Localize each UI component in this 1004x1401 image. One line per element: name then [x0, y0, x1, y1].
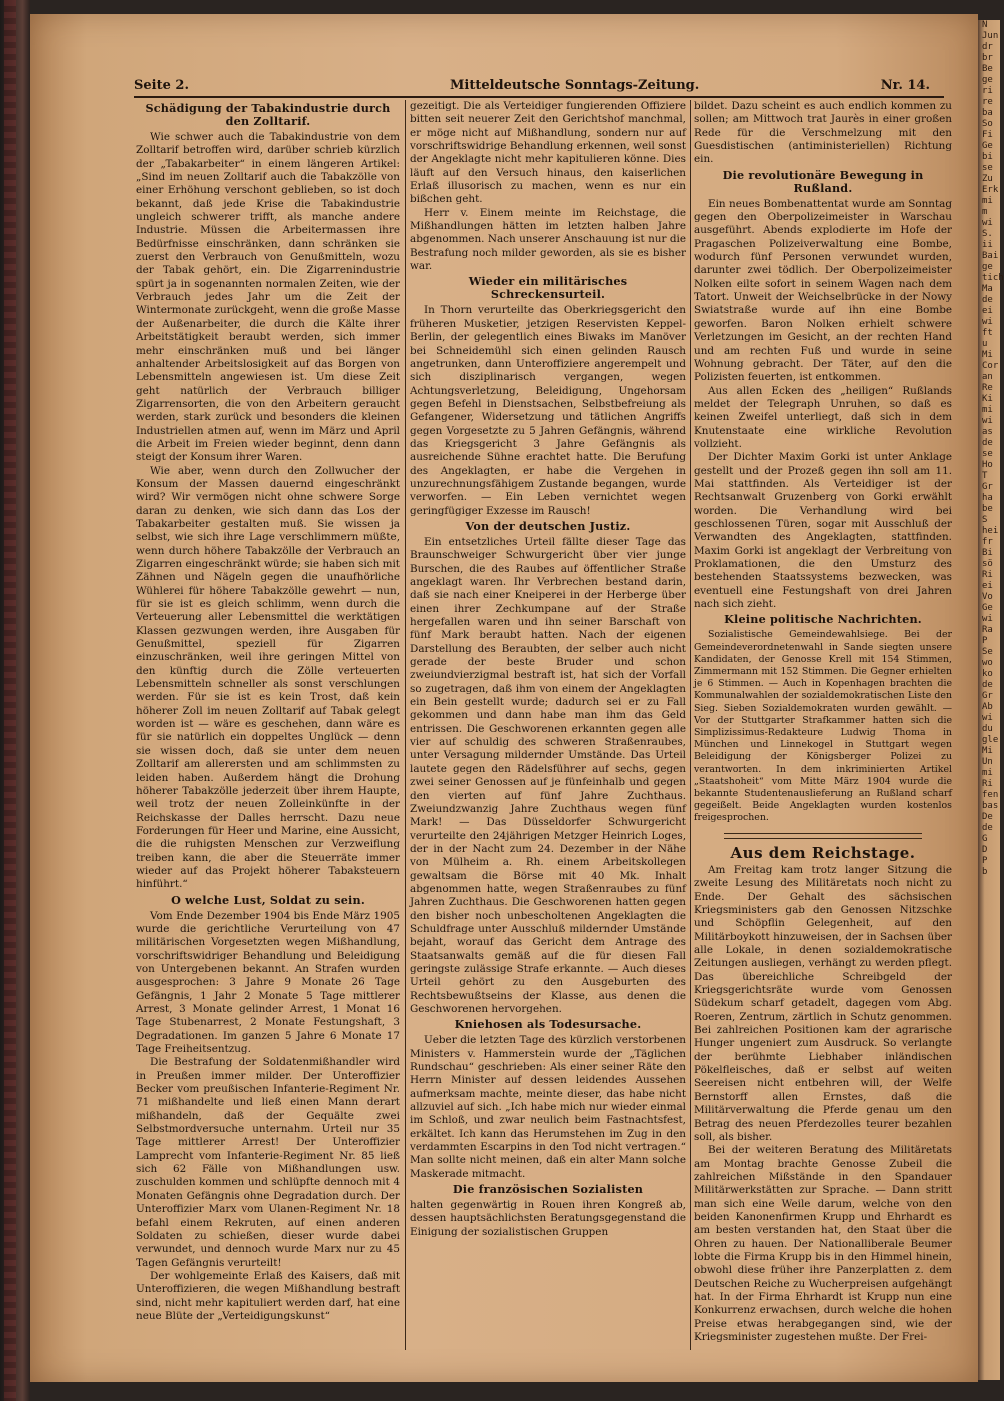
- next-page-fragment: ri: [982, 86, 993, 96]
- next-page-fragment: wi: [982, 614, 993, 624]
- next-page-fragment: Re: [982, 383, 993, 393]
- article-paragraph: halten gegenwärtig in Rouen ihren Kongreß ab, dessen hauptsächlichsten Beratungsgegenstand die Einigung der sozialistischen Gruppen: [410, 1199, 686, 1238]
- next-page-fragment: N: [982, 20, 988, 30]
- article-paragraph: Aus allen Ecken des „heiligen“ Rußlands meldet der Telegraph Unruhen, so daß es keinen Zweifel unterliegt, daß sich in dem Knutenstaate eine wirkliche Revolution vollzieht.: [694, 384, 952, 450]
- article-title-nachrichten: Kleine politische Nachrichten.: [724, 612, 922, 627]
- article-paragraph: Sozialistische Gemeindewahlsiege. Bei der Gemeindeverordnetenwahl in Sande siegten unsere Kandidaten, der Genosse Krell mit 154 Stimmen, Zimmermann mit 152 Stimmen. Die Gegner erhielten je 6 Stimmen. — Auch in Kopenhagen brachten die Kommunalwahlen der sozialdemokratischen Liste den Sieg. Sieben Sozialdemokraten wurden gewählt. — Vor der Stuttgarter Strafkammer hatten sich die Simplizissimus-Redakteure Ludwig Thoma in München und Linnekogel in Stuttgart wegen Beleidigung der Königsberger Polizei zu verantworten. In dem inkriminierten Artikel „Staatshoheit“ vom Mitte März 1904 wurde die bekannte Studentenauslieferung an Rußland scharf gegeißelt. Beide Angeklagten wurden kostenlos freigesprochen.: [694, 629, 952, 824]
- column-1: [136, 100, 400, 1323]
- next-page-fragment: fr: [982, 537, 993, 547]
- section-separator: [724, 833, 922, 839]
- next-page-fragment: Ra: [982, 625, 993, 635]
- next-page-fragment: Gr: [982, 691, 993, 701]
- next-page-fragment: ei: [982, 581, 993, 591]
- next-page-fragment: de: [982, 295, 993, 305]
- column-2: [410, 100, 686, 1239]
- next-page-fragment: du: [982, 724, 993, 734]
- next-page-fragment: ft: [982, 328, 993, 338]
- next-page-fragment: ha: [982, 493, 993, 503]
- column-divider-2: [690, 100, 691, 1350]
- next-page-fragment: Bi: [982, 548, 993, 558]
- article-paragraph: Vom Ende Dezember 1904 bis Ende März 1905 wurde die gerichtliche Verurteilung von 47 militärischen Vorgesetzten wegen Mißhandlung, vorschriftswidriger Behandlung und Beleidigung von Untergebenen bekannt. An Strafen wurden ausgesprochen: 3 Jahre 9 Monate 26 Tage Gefängnis, 1 Jahr 2 Monate 5 Tage mittlerer Arrest, 3 Monate gelinder Arrest, 1 Monat 16 Tage Stubenarrest, 2 Monate Festungshaft, 3 Degradationen. Im ganzen 5 Jahre 6 Monate 17 Tage Freiheitsentzug.: [136, 909, 400, 1056]
- next-page-fragment: S.: [982, 229, 993, 239]
- next-page-fragment: hei: [982, 526, 999, 536]
- next-page-fragment: bi: [982, 152, 993, 162]
- next-page-fragment: wi: [982, 416, 993, 426]
- next-page-fragment: se: [982, 163, 993, 173]
- next-page-fragment: Mi: [982, 746, 993, 756]
- next-page-fragment: ko: [982, 669, 993, 679]
- next-page-fragment: D: [982, 845, 988, 855]
- article-paragraph: Der Dichter Maxim Gorki ist unter Anklage gestellt und der Prozeß gegen ihn soll am 11. Mai stattfinden. Als Verteidiger ist der Rechtsanwalt Gruzenberg von Gorki erwählt worden. Die Verhandlung wird bei geschlossenen Türen, sogar mit Ausschluß der Verwandten des Angeklagten, stattfinden. Maxim Gorki ist angeklagt der Verbreitung von Proklamationen, die den Umsturz des bestehenden Staatssystems bezwecken, was eventuell eine Festungshaft von drei Jahren nach sich zieht.: [694, 451, 952, 611]
- next-page-fragment: S: [982, 515, 988, 525]
- article-title-sozialisten: Die französischen Sozialisten: [452, 1182, 644, 1197]
- next-page-fragment: b: [982, 867, 988, 877]
- article-paragraph: Am Freitag kam trotz langer Sitzung die zweite Lesung des Militäretats noch nicht zu Ende. Der Gehalt des sächsischen Kriegsministers gab den Genossen Nitzschke und Schöpflin Gelegenheit, auf den Militärboykott hinzuweisen, der in Sachsen über alle Lokale, in denen sozialdemokratische Zeitungen ausliegen, verhängt zu werden pflegt. Das übereichliche Schreibgeld der Kriegsgerichtsräte wurde vom Genossen Südekum scharf getadelt, dagegen vom Abg. Roeren, Zentrum, zärtlich in Schutz genommen. Bei zahlreichen Positionen kam der agrarische Hunger ungeniert zum Ausdruck. So verlangte der berühmte Liebhaber inländischen Pökelfleisches, daß er selbst auf weiten Seereisen nicht entbehren will, der Welfe Bernstorff allen Ernstes, daß die Militärverwaltung die Pferde genau um den Betrag des neuen Pferdezolles teurer bezahlen soll, als bisher.: [694, 863, 952, 1143]
- next-page-fragment: wi: [982, 713, 993, 723]
- book-spine: [0, 0, 30, 1401]
- next-page-fragment: tich: [982, 273, 1004, 283]
- article-title-schreckensurteil: Wieder ein militärisches Schreckensurteil.: [468, 274, 628, 302]
- article-paragraph: Ein neues Bombenattentat wurde am Sonntag gegen den Oberpolizeimeister in Warschau ausgeführt. Abends explodierte im Hofe der Pragaschen Polizeiverwaltung eine Bombe, wodurch fünf Personen verwundet wurden, darunter zwei tödlich. Der Oberpolizeimeister Nolken eilte sofort in seinem Wagen nach dem Tatort. Unweit der Weichselbrücke in der Nowy Swiatstraße wurde auf ihn eine Bombe geworfen. Baron Nolken erhielt schwere Verletzungen im Gesicht, an der rechten Hand und am rechten Fuß und wurde in seine Wohnung gebracht. Der Täter, auf den die Polizisten feuerten, ist entkommen.: [694, 197, 952, 384]
- next-page-fragment: mi: [982, 405, 993, 415]
- next-page-fragment: Se: [982, 647, 993, 657]
- next-page-fragment: de: [982, 680, 993, 690]
- next-page-fragment: wi: [982, 218, 993, 228]
- column-divider-1: [405, 100, 406, 1350]
- next-page-fragment: wo: [982, 658, 993, 668]
- next-page-fragment: Ab: [982, 702, 993, 712]
- next-page-fragment: Vo: [982, 592, 993, 602]
- next-page-fragment: dr: [982, 42, 993, 52]
- next-page-fragment: fen: [982, 790, 999, 800]
- next-page-fragment: P: [982, 636, 988, 646]
- page-header: [110, 62, 960, 92]
- next-page-fragment: re: [982, 97, 993, 107]
- next-page-fragment: de: [982, 438, 993, 448]
- article-paragraph: Bei der weiteren Beratung des Militäretats am Montag brachte Genosse Zubeil die zahlreichen Mißstände in den Spandauer Militärwerkstätten zur Sprache. — Dann stritt man sich eine Weile darum, welche von den beiden Kanonenfirmen Krupp und Ehrhardt es am besten verstanden hat, den Staat über die Ohren zu hauen. Der Nationalliberale Beumer lobte die Firma Krupp bis in den Himmel hinein, obwohl diese früher ihre Panzerplatten z. dem Deutschen Reiche zu Wucherpreisen aufgehängt hat. In der Firma Ehrhardt ist Krupp nun eine Konkurrenz erwachsen, durch welche die hohen Preise etwas herabgegangen sind, wie der Kriegsminister zugestehen mußte. Der Frei-: [694, 1144, 952, 1343]
- next-page-fragment: gle: [982, 735, 999, 745]
- article-title-russland: Die revolutionäre Bewegung in Rußland.: [722, 167, 924, 195]
- article-paragraph: Ueber die letzten Tage des kürzlich verstorbenen Ministers v. Hammerstein wurde der „Täglichen Rundschau“ geschrieben: Als einer seiner Räte den Herrn Minister auf dessen leidendes Aussehen aufmerksam machte, meinte dieser, das habe nicht allzuviel auf sich. „Ich habe mich nur wieder einmal im Schloß, und zwar neulich beim Fastnachtsfest, erkältet. Ich kann das Herumstehen im Zug in den verdammten Escarpins in den Tod nicht vertragen.“ Man sollte nicht meinen, daß ein alter Mann solche Maskerade mitmacht.: [410, 1034, 686, 1180]
- next-page-fragment: Erk: [982, 185, 999, 195]
- next-page-fragment: Jun: [982, 31, 999, 41]
- spine-band: [4, 0, 16, 1401]
- next-page-fragment: Fi: [982, 130, 993, 140]
- next-page-fragment: G: [982, 834, 988, 844]
- next-page-fragment: as: [982, 427, 993, 437]
- next-page-fragment: se: [982, 449, 993, 459]
- next-page-fragment: ge: [982, 75, 993, 85]
- next-page-fragment: ii: [982, 240, 993, 250]
- next-page-fragment: u: [982, 339, 988, 349]
- next-page-fragment: ba: [982, 108, 993, 118]
- next-page-fragment: Bai: [982, 251, 999, 261]
- article-paragraph: Herr v. Einem meinte im Reichstage, die Mißhandlungen hätten im letzten halben Jahre abgenommen. Nach unserer Anschauung ist nur die Bestrafung noch milder geworden, als sie es bisher war.: [410, 206, 686, 273]
- article-title-justiz: Von der deutschen Justiz.: [465, 518, 631, 533]
- issue-number: Nr. 14.: [880, 78, 930, 93]
- next-page-fragment: Ri: [982, 570, 993, 580]
- next-page-fragment: Be: [982, 64, 993, 74]
- next-page-fragment: T: [982, 471, 988, 481]
- paper-title: Mitteldeutsche Sonntags-Zeitung.: [450, 78, 700, 93]
- article-title-soldat: O welche Lust, Soldat zu sein.: [171, 892, 365, 907]
- next-page-fragment: Gr: [982, 482, 993, 492]
- next-page-fragment: mi: [982, 768, 993, 778]
- article-paragraph: gezeitigt. Die als Verteidiger fungierenden Offiziere bitten seit neuerer Zeit den Gerichtshof manchmal, er möge nicht auf Mißhandlung, sondern nur auf vorschriftswidrige Behandlung erkennen, weil sonst der Angeklagte nicht mehr kapitulieren könne. Dies läuft auf den Versuch hinaus, den kaiserlichen Erlaß illusorisch zu machen, wenn es nur ein bißchen geht.: [410, 100, 686, 206]
- next-page-fragment: P: [982, 856, 988, 866]
- article-title-kniehosen: Kniehosen als Todesursache.: [454, 1017, 642, 1032]
- next-page-fragment: ge: [982, 262, 993, 272]
- article-paragraph: Wie aber, wenn durch den Zollwucher der Konsum der Massen dauernd eingeschränkt wird? Wir vermögen nicht ohne schwere Sorge daran zu denken, wie sich dann das Los der Tabakarbeiter gestalten muß. Sie wissen ja selbst, wie sich ihre Lage verschlimmern müßte, wenn durch höhere Tabakzölle der Verbrauch an Zigarren eingeschränkt würde; sie haben sich mit Zähnen und Nägeln gegen die unaufhörliche Wühlerei für höhere Tabakzölle gewehrt — nun, für sie ist es gleich schlimm, wenn durch die Verteuerung aller Lebensmittel die werktätigen Klassen gezwungen werden, ihre Ausgaben für Genußmittel, speziell für Zigarren einzuschränken, weil ihre geringen Mittel von den künftig durch die Zölle verteuerten Lebensmitteln schneller als sonst verschlungen werden. Für sie ist es kein Trost, daß kein höherer Zoll im neuen Zolltarif auf Tabak gelegt worden ist — wäre es geschehen, dann wäre es für sie natürlich ein doppeltes Unglück — denn sie wissen doch, daß sie unter dem neuen Zolltarif am allerersten und am schlimmsten zu leiden haben. Außerdem hängt die Drohung höherer Tabakzölle jederzeit über ihrem Haupte, weil trotz der neuen Zolleinkünfte in der Reichskasse der Dalles herrscht. Dazu neue Forderungen für Heer und Marine, eine Aussicht, die die ruhigsten Menschen zur Verzweiflung treiben kann, die aber die Steuerräte immer wieder auf das Projekt höherer Tabaksteuern hinführt.“: [136, 464, 400, 891]
- next-page-fragment: So: [982, 119, 993, 129]
- next-page-fragment: Ki: [982, 394, 993, 404]
- next-page-fragment: Ma: [982, 284, 993, 294]
- article-paragraph: In Thorn verurteilte das Oberkriegsgericht den früheren Musketier, jetzigen Reservisten Keppel-Berlin, der gelegentlich eines Biwaks im Manöver bei Schneidemühl sich einen gelinden Rausch angetrunken, dann Unteroffiziere angerempelt und sich disziplinarisch vergangen, wegen Achtungsverletzung, Beleidigung, Ungehorsam gegen Befehl in Dienstsachen, Selbstbefreiung als Gefangener, Widersetzung und tätlichen Angriffs gegen Vorgesetzte zu 5 Jahren Gefängnis, während das Kriegsgericht 3 Jahre Gefängnis als ausreichende Sühne erachtet hatte. Die Berufung des Angeklagten, er habe die Vergehen in unzurechnungsfähigem Zustande begangen, wurde verworfen. — Ein Leben vernichtet wegen geringfügiger Exzesse im Rausch!: [410, 304, 686, 517]
- next-page-fragment: Mi: [982, 350, 993, 360]
- next-page-fragment: bas: [982, 801, 999, 811]
- next-page-fragment: sö: [982, 559, 993, 569]
- next-page-fragment: De: [982, 812, 993, 822]
- column-3: [694, 100, 952, 1344]
- next-page-fragment: Cor: [982, 361, 999, 371]
- article-title-tabakindustrie: Schädigung der Tabakindustrie durch den Zolltarif.: [145, 101, 391, 128]
- article-paragraph: Wie schwer auch die Tabakindustrie von dem Zolltarif betroffen wird, darüber schrieb kürzlich der „Tabakarbeiter“ in einem längeren Artikel: „Sind im neuen Zolltarif auch die Tabakzölle von einer Erhöhung verschont geblieben, so ist doch bekannt, daß jede Krise die Tabakindustrie ungleich schwerer trifft, als manche andere Industrie. Müssen die Arbeitermassen ihre Bedürfnisse einschränken, dann schränken sie zuerst den Verbrauch von Genußmitteln, wozu der Tabak gehört, ein. Die Zigarrenindustrie spürt ja in sogenannten normalen Zeiten, wie der Verbrauch jedes Jahr um die Zeit der Wintermonate zurückgeht, wenn die große Masse der Außenarbeiter, die durch die Kälte ihrer Arbeitstätigkeit beraubt werden, sich immer mehr einschränken muß und bei länger anhaltender Arbeitslosigkeit auf das Borgen von Lebensmitteln angewiesen ist. Um diese Zeit geht natürlich der Verbrauch billiger Zigarrensorten, die von den Arbeitern geraucht werden, stark zurück und besonders die kleinen Industriellen atmen auf, wenn im März und April die Arbeit im Freien wieder beginnt, denn dann steigt der Konsum ihrer Waren.: [136, 131, 400, 464]
- next-page-fragment: Ri: [982, 779, 993, 789]
- next-page-fragment: Zu: [982, 174, 993, 184]
- next-page-fragment: an: [982, 372, 993, 382]
- next-page-fragment: Ho: [982, 460, 993, 470]
- next-page-fragment: mi: [982, 196, 993, 206]
- next-page-fragment: Ge: [982, 603, 993, 613]
- header-rule: [134, 96, 944, 98]
- next-page-fragment: br: [982, 53, 993, 63]
- next-page-fragment: ei: [982, 306, 993, 316]
- article-title-reichstage: Aus dem Reichstage.: [730, 843, 916, 862]
- article-paragraph: Der wohlgemeinte Erlaß des Kaisers, daß mit Unteroffizieren, die wegen Mißhandlung bestraft sind, nicht mehr kapituliert werden darf, hat eine neue Blüte der „Verteidigungskunst“: [136, 1269, 400, 1322]
- next-page-edge: [978, 20, 1004, 1380]
- next-page-fragment: Un: [982, 757, 993, 767]
- article-paragraph: Ein entsetzliches Urteil fällte dieser Tage das Braunschweiger Schwurgericht über vier junge Burschen, die des Raubes auf öffentlicher Straße angeklagt waren. Ihr Verbrechen bestand darin, daß sie nach einer Kneiperei in der Herberge über einen ihrer Zechkumpane auf der Straße hergefallen waren und ihn seiner Barschaft von fünf Mark beraubt hatten. Nach der eigenen Darstellung des Beraubten, der selber auch nicht gerade der beste Bruder und schon zweiundvierzigmal bestraft ist, hat sich der Vorfall so zugetragen, daß ihm von einem der Angeklagten ein Bein gestellt wurde; dadurch sei er zu Fall gekommen und dann habe man ihm das Geld entrissen. Die Geschworenen erkannten gegen alle vier auf schuldig des schweren Straßenraubes, unter Versagung mildernder Umstände. Das Urteil lautete gegen den Rädelsführer auf sechs, gegen zwei seiner Genossen auf je fünfeinhalb und gegen den vierten auf fünf Jahre Zuchthaus. Zweiundzwanzig Jahre Zuchthaus wegen fünf Mark! — Das Düsseldorfer Schwurgericht verurteilte den 24jährigen Metzger Heinrich Loges, der in der Nacht zum 24. Dezember in der Nähe von Mülheim a. Rh. einem Arbeitskollegen gewaltsam die Börse mit 40 Mk. Inhalt abgenommen hatte, wegen Straßenraubes zu fünf Jahren Zuchthaus. Die Geschworenen hatten gegen den bisher noch unbescholtenen Angeklagten die Schuldfrage unter Ausschluß mildernder Umstände bejaht, worauf das Gericht dem Antrage des Staatsanwalts gemäß auf die für diesen Fall geringste zulässige Strafe erkannte. — Auch dieses Urteil gehört zu den Ausgeburten des Rechtsbewußtseins der Klasse, aus denen die Geschworenen hervorgehen.: [410, 535, 686, 1015]
- next-page-fragment: wi: [982, 317, 993, 327]
- next-page-fragment: be: [982, 504, 993, 514]
- next-page-fragment: Ge: [982, 141, 993, 151]
- page-number: Seite 2.: [134, 78, 189, 93]
- next-page-fragment: de: [982, 823, 993, 833]
- next-page-fragment: m: [982, 207, 988, 217]
- article-paragraph: bildet. Dazu scheint es auch endlich kommen zu sollen; am Mittwoch trat Jaurès in einer großen Rede für die Verschmelzung mit den Guesdistischen (antiministeriellen) Richtung ein.: [694, 100, 952, 166]
- article-paragraph: Die Bestrafung der Soldatenmißhandler wird in Preußen immer milder. Der Unteroffizier Becker vom preußischen Infanterie-Regiment Nr. 71 mißhandelte und ließ einen Mann derart mißhandeln, daß der Gequälte zwei Selbstmordversuche unternahm. Urteil nur 35 Tage mittlerer Arrest! Der Unteroffizier Lamprecht vom Infanterie-Regiment Nr. 85 ließ sich 62 Fälle von Mißhandlungen usw. zuschulden kommen und schlüpfte dennoch mit 4 Monaten Gefängnis ohne Degradation durch. Der Unteroffizier Marx vom Ulanen-Regiment Nr. 18 befahl einem Rekruten, auf einen anderen Soldaten zu schießen, dieser wurde dabei verwundet, und dennoch wurde Marx nur zu 45 Tagen Gefängnis verurteilt!: [136, 1056, 400, 1269]
